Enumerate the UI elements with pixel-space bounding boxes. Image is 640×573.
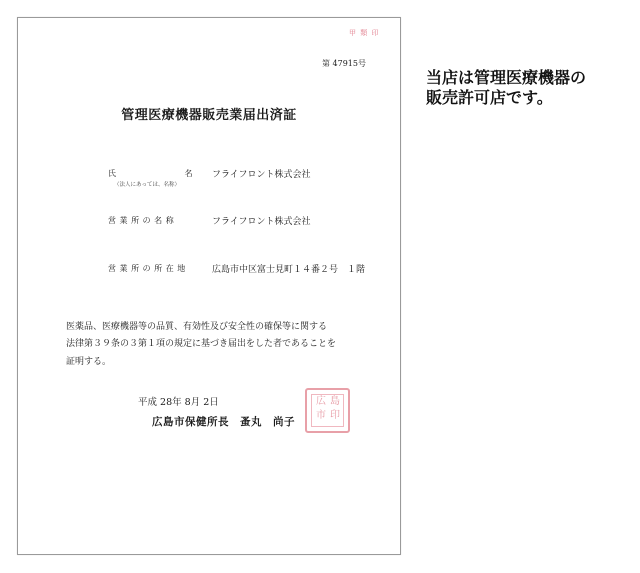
document-number: 第 47915号 [322, 59, 366, 68]
caption-text [426, 68, 631, 108]
field-sublabel-name: （法人にあっては、名称） [114, 182, 180, 188]
field-value-office-address: 広島市中区富士見町１４番２号 １階 [212, 265, 366, 275]
field-label-office-address: 営 業 所 の 所 在 地 [108, 264, 186, 273]
caption-line-1: 当店は管理医療機器の [426, 68, 587, 87]
issuing-office: 広島市保健所長 蚤丸 尚子 [152, 416, 295, 428]
certificate-document [17, 17, 401, 555]
top-stamp-text: 甲 類 印 [349, 29, 380, 37]
field-value-name: フライフロント株式会社 [212, 170, 311, 180]
body-line-3: 証明する。 [66, 357, 112, 367]
official-seal-icon: 広 島 市 印 [305, 388, 350, 433]
field-label-name: 氏 名 [108, 169, 193, 178]
document-title: 管理医療機器販売業届出済証 [121, 108, 297, 123]
field-label-office-name: 営 業 所 の 名 称 [108, 216, 175, 225]
caption-line-2: 販売許可店です。 [426, 88, 553, 107]
issue-date: 平成 28年 8月 2日 [138, 397, 219, 408]
body-line-2: 法律第３９条の３第１項の規定に基づき届出をした者であることを [66, 339, 337, 349]
field-value-office-name: フライフロント株式会社 [212, 217, 311, 227]
body-line-1: 医薬品、医療機器等の品質、有効性及び安全性の確保等に関する [66, 322, 328, 332]
